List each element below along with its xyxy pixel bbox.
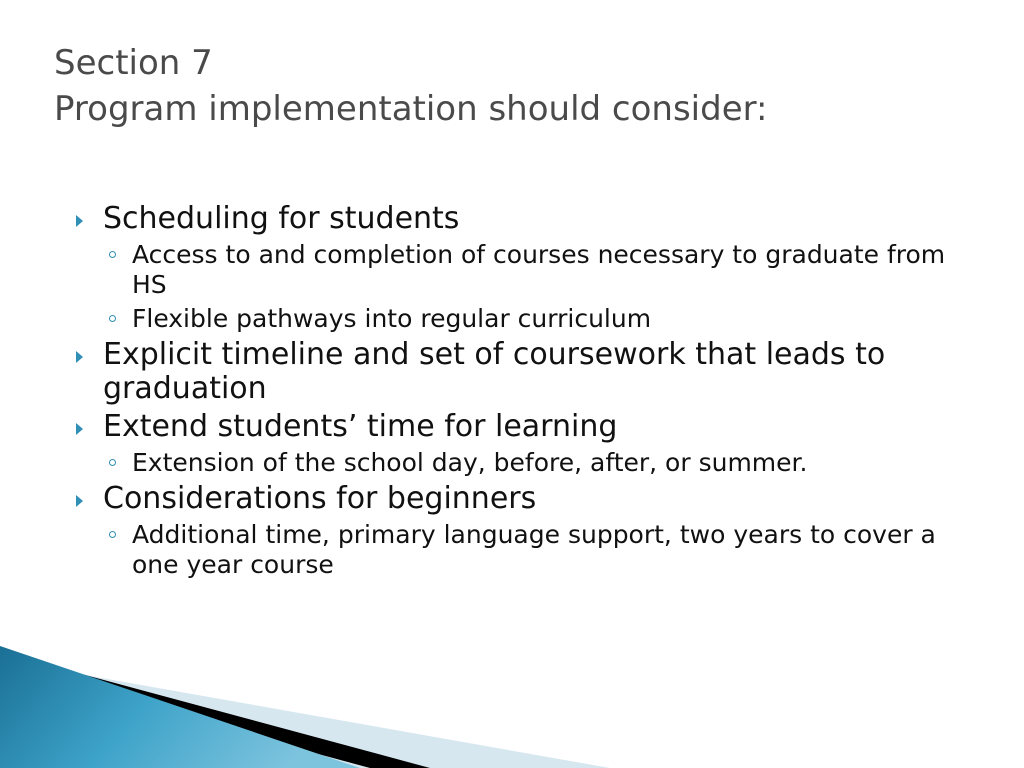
bullet-text: Extend students’ time for learning	[103, 409, 618, 444]
sub-bullet-item	[72, 240, 972, 300]
bullet-item	[72, 410, 972, 444]
ring-icon	[109, 251, 116, 258]
sub-bullet-text: Access to and completion of courses necessary to graduate from HS	[132, 240, 946, 299]
sub-bullet-item	[72, 448, 972, 478]
sub-bullet-text: Flexible pathways into regular curriculum	[132, 304, 652, 333]
bullet-text: Scheduling for students	[103, 201, 460, 236]
sub-bullet-text: Extension of the school day, before, after, or summer.	[132, 448, 808, 477]
bullet-item	[72, 202, 972, 236]
triangle-right-icon	[76, 215, 83, 227]
ring-icon	[109, 531, 116, 538]
bullet-item	[72, 482, 972, 516]
triangle-right-icon	[76, 495, 83, 507]
sub-bullet-text: Additional time, primary language support, two years to cover a one year course	[132, 520, 936, 579]
ring-icon	[109, 459, 116, 466]
triangle-right-icon	[76, 423, 83, 435]
bullet-item	[72, 338, 972, 406]
bullet-text: Considerations for beginners	[103, 481, 537, 516]
slide-title	[54, 40, 994, 132]
bullet-text: Explicit timeline and set of coursework that leads to graduation	[103, 337, 886, 406]
ring-icon	[109, 315, 116, 322]
sub-bullet-item	[72, 304, 972, 334]
title-line-2: Program implementation should consider:	[54, 89, 768, 129]
sub-bullet-item	[72, 520, 972, 580]
title-line-1: Section 7	[54, 43, 213, 83]
bullet-list	[72, 202, 972, 584]
blue-band	[0, 646, 360, 768]
triangle-right-icon	[76, 351, 83, 363]
